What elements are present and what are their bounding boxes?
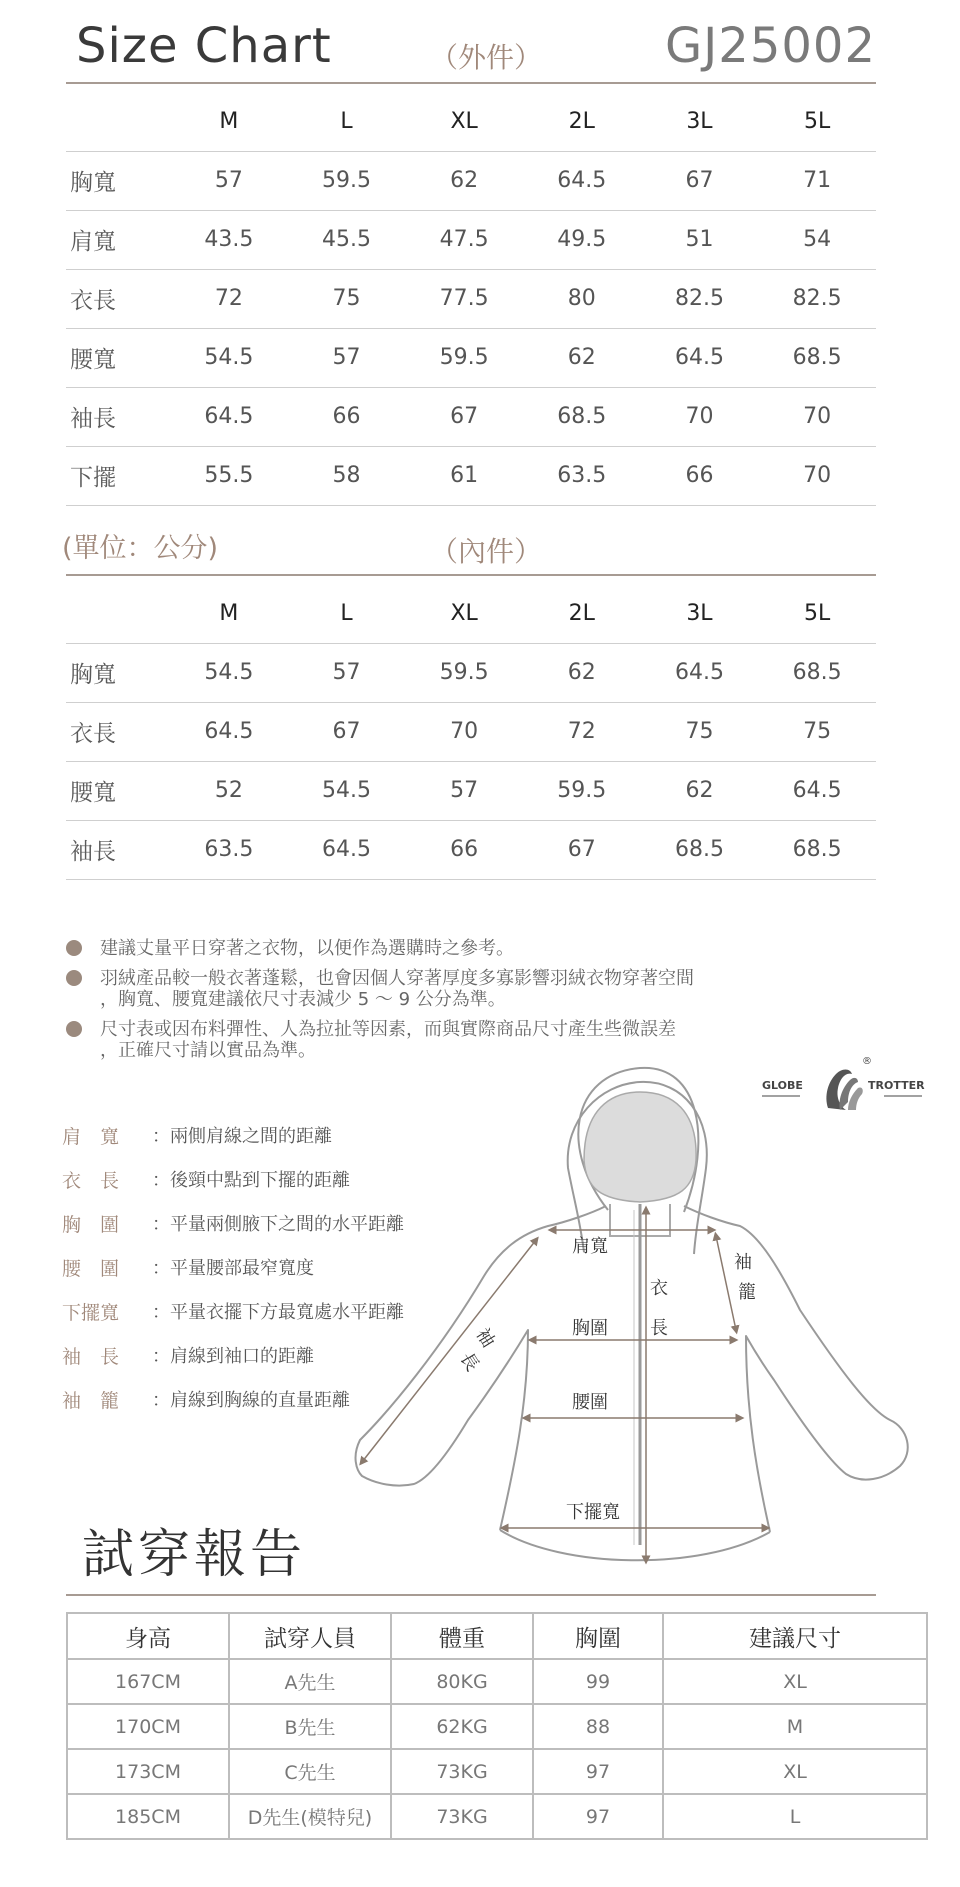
cell: 68.5 [523,387,641,446]
bullet-icon [66,940,82,956]
cell: 61 [405,446,523,505]
cell: 62KG [391,1704,533,1749]
cell: 80KG [391,1659,533,1704]
table-row [67,1659,927,1704]
cell: 67 [641,151,759,210]
row-label: 衣長 [66,269,170,328]
bullet-icon [66,1021,82,1037]
table-row [67,1794,927,1839]
cell: 82.5 [641,269,759,328]
cell: 173CM [67,1749,229,1794]
cell: 70 [641,387,759,446]
row-label: 肩寬 [66,210,170,269]
table-row [67,1704,927,1749]
size-header: M [170,584,288,643]
note-item [66,968,826,1010]
cell: 77.5 [405,269,523,328]
cell: 71 [758,151,876,210]
note-text: ，正確尺寸請以實品為準。 [100,1040,316,1061]
corner-cell [66,584,170,643]
header-cell: 胸圍 [533,1613,663,1659]
cell: 58 [288,446,406,505]
row-label: 衣長 [66,702,170,761]
note-text: 尺寸表或因布料彈性、人為拉扯等因素，而與實際商品尺寸產生些微誤差 [100,1019,676,1040]
unit-label: (單位：公分) [62,533,219,564]
cell: 64.5 [641,643,759,702]
table-header-row [66,584,876,643]
row-label: 袖長 [66,820,170,879]
cell: XL [663,1659,927,1704]
try-on-report-table [66,1612,928,1840]
size-header: 3L [641,92,759,151]
divider [66,1594,876,1596]
size-header: 5L [758,92,876,151]
logo-text-left: GLOBE [762,1079,803,1092]
corner-cell [66,92,170,151]
hood-inner [584,1092,696,1202]
divider [66,574,876,576]
cell: 88 [533,1704,663,1749]
note-text: 建議丈量平日穿著之衣物，以便作為選購時之參考。 [100,938,514,959]
definition-term: 袖 籠 [62,1390,120,1412]
cell: 57 [288,643,406,702]
cell: 59.5 [523,761,641,820]
table-row [66,643,876,702]
outer-size-table [66,92,876,506]
table-row [66,210,876,269]
armhole-arrow [716,1236,736,1330]
label-hem: 下擺寬 [566,1502,620,1523]
table-row [66,446,876,505]
cell: 68.5 [641,820,759,879]
page-title: Size Chart [76,18,332,74]
cell: 170CM [67,1704,229,1749]
cell: 54 [758,210,876,269]
definition-desc: ：平量兩側腋下之間的水平距離 [152,1214,404,1235]
cell: 63.5 [170,820,288,879]
cell: 72 [523,702,641,761]
cell: 62 [523,328,641,387]
definition-desc: ：後頸中點到下擺的距離 [152,1170,350,1191]
table-header-row [67,1613,927,1659]
notes-list [66,938,826,1070]
table-row [66,387,876,446]
cell: 68.5 [758,643,876,702]
header-cell: 建議尺寸 [663,1613,927,1659]
definition-term: 下擺寬 [62,1302,120,1324]
cell: 57 [170,151,288,210]
label-armhole-1: 袖 [734,1252,752,1273]
cell: 167CM [67,1659,229,1704]
logo-text-right: TROTTER [868,1079,925,1092]
table-header-row [66,92,876,151]
label-length-1: 衣 [650,1278,668,1299]
definition-term: 肩 寬 [62,1126,120,1148]
table-row [66,151,876,210]
row-label: 腰寬 [66,328,170,387]
cell: 54.5 [170,643,288,702]
outer-label: （外件） [430,41,543,74]
size-header: XL [405,584,523,643]
definition-term: 胸 圍 [62,1214,120,1236]
cell: 55.5 [170,446,288,505]
table-row [66,269,876,328]
size-header: 2L [523,584,641,643]
definition-term: 腰 圍 [62,1258,120,1280]
cell: 67 [288,702,406,761]
cell: 64.5 [523,151,641,210]
cell: 72 [170,269,288,328]
label-armhole-2: 籠 [738,1282,756,1303]
definition-desc: ：平量腰部最窄寬度 [152,1258,314,1279]
cell: 64.5 [758,761,876,820]
cell: 54.5 [170,328,288,387]
cell: M [663,1704,927,1749]
cell: 67 [523,820,641,879]
cell: 68.5 [758,328,876,387]
cell: 75 [641,702,759,761]
cell: 64.5 [288,820,406,879]
size-header: M [170,92,288,151]
size-header: XL [405,92,523,151]
size-header: L [288,584,406,643]
inner-label: （內件） [430,535,543,568]
row-label: 袖長 [66,387,170,446]
cell: XL [663,1749,927,1794]
cell: 185CM [67,1794,229,1839]
cell: 54.5 [288,761,406,820]
cell: 64.5 [170,387,288,446]
note-text: 羽絨產品較一般衣著蓬鬆，也會因個人穿著厚度多寡影響羽絨衣物穿著空間 [100,968,694,989]
table-row [67,1749,927,1794]
note-item [66,938,826,959]
header-cell: 體重 [391,1613,533,1659]
cell: 66 [288,387,406,446]
report-title: 試穿報告 [82,1525,307,1585]
definition-term: 衣 長 [62,1170,120,1192]
label-shoulder: 肩寬 [572,1236,608,1257]
definition-desc: ：肩線到胸線的直量距離 [152,1390,350,1411]
cell: 51 [641,210,759,269]
cell: 75 [288,269,406,328]
header-cell: 身高 [67,1613,229,1659]
cell: 43.5 [170,210,288,269]
cell: 64.5 [170,702,288,761]
jacket-diagram [340,1060,920,1580]
cell: 62 [523,643,641,702]
cell: 70 [758,387,876,446]
cell: B先生 [229,1704,391,1749]
cell: 57 [288,328,406,387]
sleeve-arrow [362,1240,536,1462]
table-row [66,702,876,761]
cell: 70 [758,446,876,505]
row-label: 胸寬 [66,151,170,210]
cell: 62 [641,761,759,820]
cell: 59.5 [288,151,406,210]
product-code: GJ25002 [664,18,876,74]
cell: 75 [758,702,876,761]
table-row [66,761,876,820]
size-header: 2L [523,92,641,151]
registered-mark: ® [862,1056,872,1067]
cell: C先生 [229,1749,391,1794]
cell: A先生 [229,1659,391,1704]
cell: L [663,1794,927,1839]
cell: 67 [405,387,523,446]
cell: 47.5 [405,210,523,269]
label-length-2: 長 [650,1318,668,1339]
cell: 99 [533,1659,663,1704]
cell: 97 [533,1794,663,1839]
definition-desc: ：肩線到袖口的距離 [152,1346,314,1367]
header-cell: 試穿人員 [229,1613,391,1659]
cell: 80 [523,269,641,328]
cell: 73KG [391,1794,533,1839]
cell: 70 [405,702,523,761]
row-label: 下擺 [66,446,170,505]
label-sleeve-1: 袖 [471,1324,499,1352]
row-label: 腰寬 [66,761,170,820]
cell: 57 [405,761,523,820]
row-label: 胸寬 [66,643,170,702]
size-header: 5L [758,584,876,643]
cell: 66 [405,820,523,879]
label-sleeve-2: 長 [455,1348,483,1376]
cell: 59.5 [405,328,523,387]
cell: 63.5 [523,446,641,505]
inner-size-table [66,584,876,880]
cell: 62 [405,151,523,210]
cell: 68.5 [758,820,876,879]
label-chest: 胸圍 [572,1318,608,1339]
cell: 64.5 [641,328,759,387]
note-item [66,1019,826,1061]
cell: 66 [641,446,759,505]
size-header: L [288,92,406,151]
size-header: 3L [641,584,759,643]
table-row [66,328,876,387]
label-waist: 腰圍 [572,1392,608,1413]
cell: 45.5 [288,210,406,269]
definition-term: 袖 長 [62,1346,120,1368]
cell: 97 [533,1749,663,1794]
cell: 49.5 [523,210,641,269]
cell: 52 [170,761,288,820]
definition-desc: ：平量衣擺下方最寬處水平距離 [152,1302,404,1323]
table-row [66,820,876,879]
note-text: ，胸寬、腰寬建議依尺寸表減少 5 ～ 9 公分為準。 [100,989,506,1010]
cell: 73KG [391,1749,533,1794]
definition-desc: ：兩側肩線之間的距離 [152,1126,332,1147]
cell: D先生(模特兒) [229,1794,391,1839]
divider [66,82,876,84]
cell: 82.5 [758,269,876,328]
cell: 59.5 [405,643,523,702]
bullet-icon [66,970,82,986]
